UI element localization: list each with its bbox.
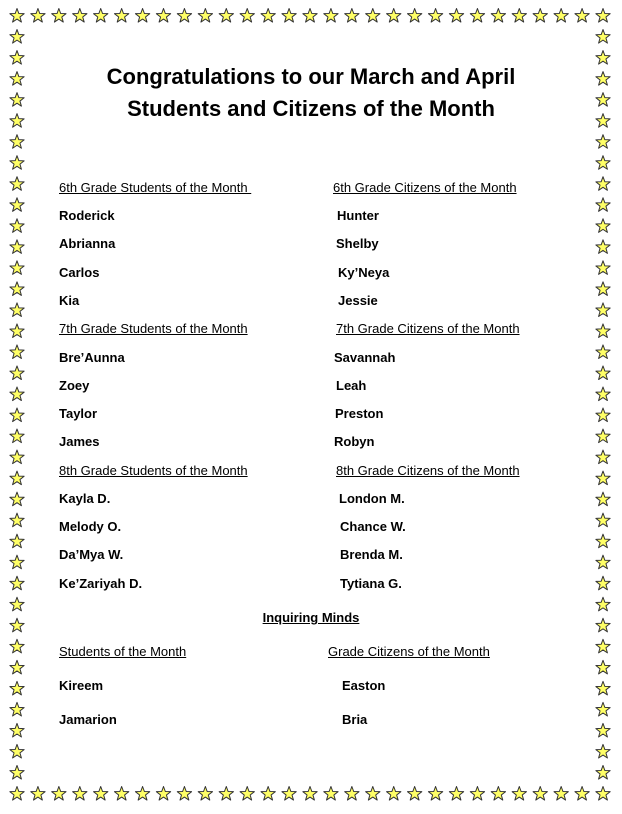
star-icon bbox=[10, 450, 24, 464]
star-icon bbox=[324, 9, 338, 23]
sixth-grade-students-header: 6th Grade Students of the Month bbox=[59, 180, 252, 195]
student-name: Kia bbox=[59, 293, 80, 308]
star-icon bbox=[219, 787, 233, 801]
star-icon bbox=[94, 787, 108, 801]
citizen-name: Hunter bbox=[337, 208, 379, 223]
star-icon bbox=[10, 765, 24, 779]
citizen-name: Robyn bbox=[334, 434, 375, 449]
sixth-grade-citizens-header: 6th Grade Citizens of the Month bbox=[333, 180, 517, 195]
star-icon bbox=[10, 156, 24, 170]
star-icon bbox=[596, 576, 610, 590]
star-icon bbox=[428, 9, 442, 23]
star-icon bbox=[10, 303, 24, 317]
star-icon bbox=[596, 492, 610, 506]
star-icon bbox=[10, 534, 24, 548]
star-icon bbox=[596, 9, 610, 23]
star-icon bbox=[73, 787, 87, 801]
star-icon bbox=[428, 787, 442, 801]
star-icon bbox=[408, 9, 422, 23]
star-icon bbox=[10, 555, 24, 569]
student-name: Jamarion bbox=[59, 712, 117, 727]
star-icon bbox=[303, 787, 317, 801]
star-icon bbox=[575, 9, 589, 23]
star-icon bbox=[596, 681, 610, 695]
star-icon bbox=[10, 702, 24, 716]
student-name: Zoey bbox=[59, 378, 90, 393]
star-icon bbox=[596, 387, 610, 401]
star-icon bbox=[596, 156, 610, 170]
student-name: Roderick bbox=[59, 208, 115, 223]
star-icon bbox=[596, 702, 610, 716]
star-icon bbox=[10, 387, 24, 401]
star-icon bbox=[470, 787, 484, 801]
citizen-name: London M. bbox=[339, 491, 405, 506]
star-icon bbox=[449, 787, 463, 801]
star-icon bbox=[345, 9, 359, 23]
star-icon bbox=[10, 429, 24, 443]
citizen-name: Bria bbox=[342, 712, 368, 727]
star-icon bbox=[387, 787, 401, 801]
star-icon bbox=[10, 198, 24, 212]
star-icon bbox=[596, 135, 610, 149]
star-icon bbox=[596, 534, 610, 548]
star-icon bbox=[10, 408, 24, 422]
star-icon bbox=[261, 787, 275, 801]
star-icon bbox=[10, 576, 24, 590]
citizen-name: Brenda M. bbox=[340, 547, 403, 562]
star-icon bbox=[596, 429, 610, 443]
star-icon bbox=[554, 787, 568, 801]
star-icon bbox=[10, 744, 24, 758]
star-icon bbox=[596, 765, 610, 779]
inquiring-minds-title: Inquiring Minds bbox=[262, 610, 360, 625]
star-icon bbox=[408, 787, 422, 801]
star-icon bbox=[366, 787, 380, 801]
star-icon bbox=[596, 450, 610, 464]
star-icon bbox=[366, 9, 380, 23]
star-icon bbox=[303, 9, 317, 23]
star-icon bbox=[94, 9, 108, 23]
star-icon bbox=[52, 787, 66, 801]
inquiring-students-header: Students of the Month bbox=[59, 644, 187, 659]
citizen-name: Easton bbox=[342, 678, 386, 693]
star-icon bbox=[282, 9, 296, 23]
star-icon bbox=[177, 9, 191, 23]
star-icon bbox=[31, 9, 45, 23]
star-icon bbox=[596, 261, 610, 275]
inquiring-citizens-header: Grade Citizens of the Month bbox=[328, 644, 490, 659]
star-icon bbox=[596, 177, 610, 191]
citizen-name: Tytiana G. bbox=[340, 576, 402, 591]
star-icon bbox=[115, 9, 129, 23]
page-title-line-1: Congratulations to our March and April bbox=[106, 64, 516, 89]
star-icon bbox=[596, 555, 610, 569]
star-icon bbox=[282, 787, 296, 801]
citizen-name: Leah bbox=[336, 378, 367, 393]
star-icon bbox=[31, 787, 45, 801]
star-icon bbox=[596, 639, 610, 653]
citizen-name: Jessie bbox=[338, 293, 378, 308]
star-icon bbox=[449, 9, 463, 23]
student-name: Da’Mya W. bbox=[59, 547, 124, 562]
star-icon bbox=[261, 9, 275, 23]
star-icon bbox=[10, 513, 24, 527]
star-icon bbox=[10, 597, 24, 611]
star-icon bbox=[240, 787, 254, 801]
star-icon bbox=[596, 513, 610, 527]
star-icon bbox=[596, 324, 610, 338]
star-icon bbox=[10, 787, 24, 801]
star-icon bbox=[177, 787, 191, 801]
star-icon bbox=[596, 303, 610, 317]
star-icon bbox=[10, 471, 24, 485]
star-icon bbox=[156, 787, 170, 801]
star-icon bbox=[10, 219, 24, 233]
star-icon bbox=[596, 660, 610, 674]
star-icon bbox=[10, 681, 24, 695]
star-icon bbox=[10, 135, 24, 149]
citizen-name: Chance W. bbox=[340, 519, 406, 534]
star-icon bbox=[10, 723, 24, 737]
student-name: James bbox=[59, 434, 100, 449]
student-name: Ke’Zariyah D. bbox=[59, 576, 143, 591]
eighth-grade-students-header: 8th Grade Students of the Month bbox=[59, 463, 248, 478]
student-name: Carlos bbox=[59, 265, 100, 280]
star-icon bbox=[596, 282, 610, 296]
star-icon bbox=[10, 492, 24, 506]
star-icon bbox=[596, 787, 610, 801]
star-icon bbox=[10, 177, 24, 191]
star-icon bbox=[10, 261, 24, 275]
student-name: Taylor bbox=[59, 406, 98, 421]
star-icon bbox=[156, 9, 170, 23]
star-icon bbox=[512, 787, 526, 801]
star-icon bbox=[596, 240, 610, 254]
star-icon bbox=[596, 597, 610, 611]
star-icon bbox=[596, 723, 610, 737]
star-icon bbox=[512, 9, 526, 23]
star-icon bbox=[575, 787, 589, 801]
star-icon bbox=[10, 366, 24, 380]
citizen-name: Preston bbox=[335, 406, 384, 421]
star-icon bbox=[596, 219, 610, 233]
star-icon bbox=[554, 9, 568, 23]
student-name: Melody O. bbox=[59, 519, 122, 534]
star-icon bbox=[596, 408, 610, 422]
star-icon bbox=[10, 240, 24, 254]
citizen-name: Ky’Neya bbox=[338, 265, 390, 280]
star-icon bbox=[198, 9, 212, 23]
star-icon bbox=[533, 9, 547, 23]
star-icon bbox=[10, 660, 24, 674]
star-icon bbox=[135, 787, 149, 801]
star-icon bbox=[596, 30, 610, 44]
star-icon bbox=[240, 9, 254, 23]
star-icon bbox=[491, 9, 505, 23]
star-icon bbox=[135, 9, 149, 23]
star-icon bbox=[10, 324, 24, 338]
eighth-grade-citizens-header: 8th Grade Citizens of the Month bbox=[336, 463, 520, 478]
star-icon bbox=[52, 9, 66, 23]
star-icon bbox=[10, 30, 24, 44]
star-icon bbox=[115, 787, 129, 801]
star-icon bbox=[219, 9, 233, 23]
student-name: Bre’Aunna bbox=[59, 350, 125, 365]
star-icon bbox=[324, 787, 338, 801]
star-icon bbox=[345, 787, 359, 801]
citizen-name: Savannah bbox=[334, 350, 396, 365]
student-name: Kayla D. bbox=[59, 491, 111, 506]
star-icon bbox=[596, 198, 610, 212]
star-icon bbox=[10, 9, 24, 23]
seventh-grade-students-header: 7th Grade Students of the Month bbox=[59, 321, 248, 336]
star-icon bbox=[10, 282, 24, 296]
star-icon bbox=[470, 9, 484, 23]
star-icon bbox=[387, 9, 401, 23]
seventh-grade-citizens-header: 7th Grade Citizens of the Month bbox=[336, 321, 520, 336]
star-icon bbox=[596, 744, 610, 758]
student-name: Kireem bbox=[59, 678, 104, 693]
star-icon bbox=[198, 787, 212, 801]
student-name: Abrianna bbox=[59, 236, 116, 251]
star-icon bbox=[596, 471, 610, 485]
star-icon bbox=[10, 639, 24, 653]
star-icon bbox=[596, 366, 610, 380]
star-icon bbox=[491, 787, 505, 801]
page-title-line-2: Students and Citizens of the Month bbox=[127, 96, 495, 121]
star-icon bbox=[10, 345, 24, 359]
star-icon bbox=[73, 9, 87, 23]
star-icon bbox=[533, 787, 547, 801]
citizen-name: Shelby bbox=[336, 236, 379, 251]
star-icon bbox=[596, 345, 610, 359]
